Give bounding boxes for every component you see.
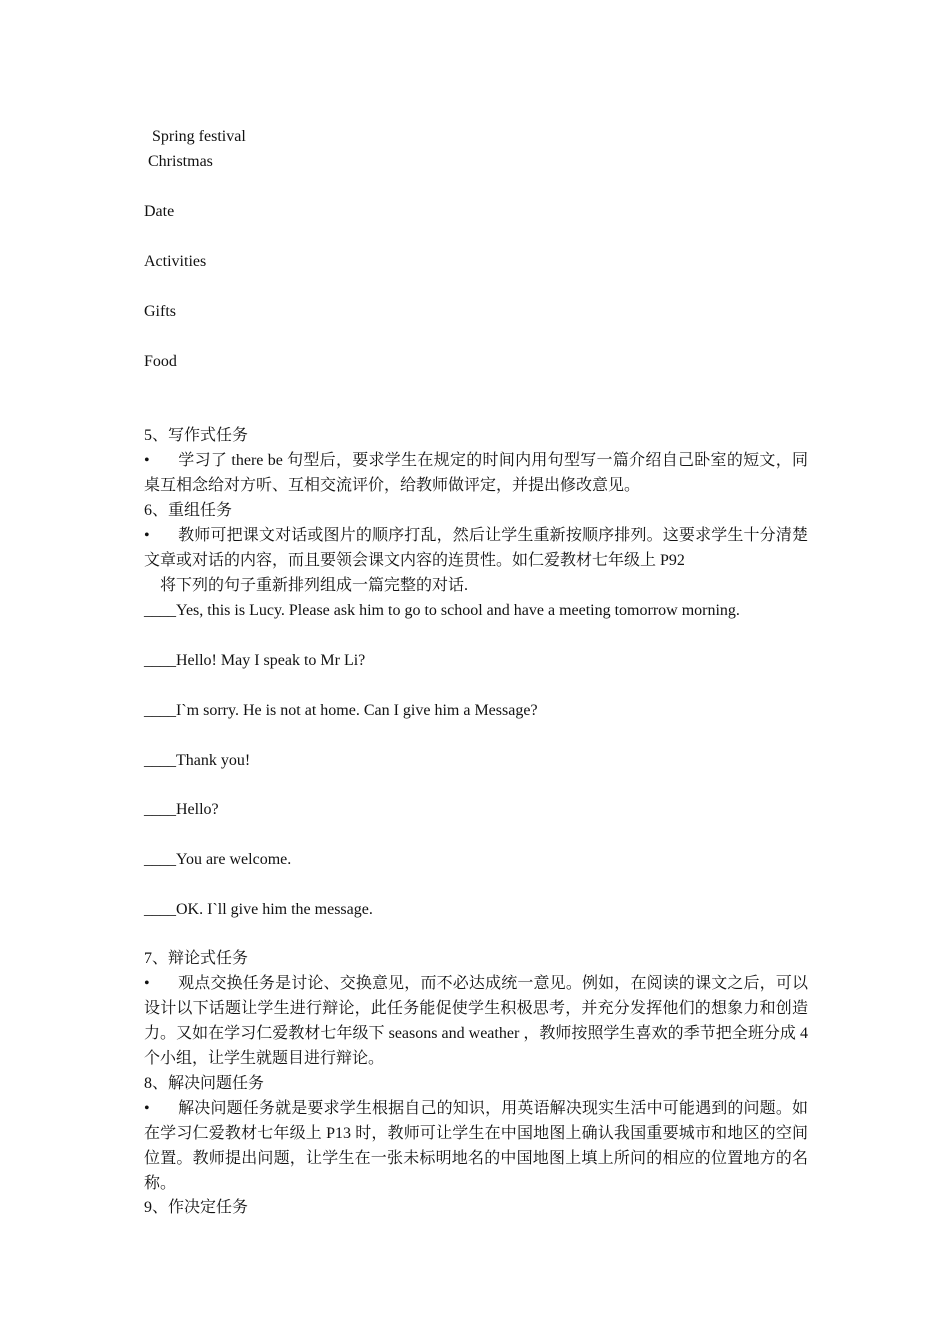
dialogue-line-3: ____I`m sorry. He is not at home. Can I give him a Message? — [144, 702, 538, 719]
table-row-label-food: Food — [144, 353, 177, 370]
section-5-heading: 5、写作式任务 — [144, 427, 249, 444]
section-8-text: 解决问题任务就是要求学生根据自己的知识，用英语解决现实生活中可能遇到的问题。如在学习仁爱教材七年级上 P13 时，教师可让学生在中国地图上确认我国重要城市和地区的空间位置。教师提出问题，让学生在一张未标明地名的中国地图上填上所问的相应的位置地方的名称。 — [144, 1100, 808, 1192]
section-8-heading: 8、解决问题任务 — [144, 1075, 265, 1092]
section-7-paragraph — [144, 971, 808, 1071]
dialogue-line-7: ____OK. I`ll give him the message. — [144, 901, 373, 918]
section-6-paragraph — [144, 523, 808, 573]
table-row-label-gifts: Gifts — [144, 303, 176, 320]
section-6-text: 教师可把课文对话或图片的顺序打乱，然后让学生重新按顺序排列。这要求学生十分清楚文章或对话的内容，而且要领会课文内容的连贯性。如仁爱教材七年级上 P92 — [144, 527, 808, 569]
bullet-marker: • — [144, 452, 150, 469]
table-row-label-date: Date — [144, 203, 175, 220]
section-6-instruction: 将下列的句子重新排列组成一篇完整的对话. — [160, 577, 469, 594]
section-5-paragraph — [144, 448, 808, 498]
section-5-text: 学习了 there be 句型后，要求学生在规定的时间内用句型写一篇介绍自己卧室的短文，同桌互相念给对方听、互相交流评价，给教师做评定，并提出修改意见。 — [144, 452, 808, 494]
bullet-marker: • — [144, 527, 150, 544]
section-7-text: 观点交换任务是讨论、交换意见，而不必达成统一意见。例如，在阅读的课文之后，可以设计以下话题让学生进行辩论，此任务能促使学生积极思考，并充分发挥他们的想象力和创造力。又如在学习仁爱教材七年级下 seasons and weather ，教师按照学生喜欢的季节把全班分成 4 个小组，让学生就题目进行辩论。 — [144, 975, 808, 1067]
section-6-heading: 6、重组任务 — [144, 502, 233, 519]
section-9-heading: 9、作决定任务 — [144, 1199, 249, 1216]
bullet-marker: • — [144, 1100, 150, 1117]
table-row-label-activities: Activities — [144, 253, 207, 270]
table-header-spring-festival: Spring festival — [152, 128, 246, 145]
bullet-marker: • — [144, 975, 150, 992]
dialogue-line-4: ____Thank you! — [144, 752, 251, 769]
dialogue-line-5: ____Hello? — [144, 801, 219, 818]
dialogue-line-1: ____Yes, this is Lucy. Please ask him to go to school and have a meeting tomorrow morning. — [144, 602, 740, 619]
section-8-paragraph — [144, 1096, 808, 1196]
table-header-christmas: Christmas — [148, 153, 213, 170]
section-7-heading: 7、辩论式任务 — [144, 950, 249, 967]
dialogue-line-2: ____Hello! May I speak to Mr Li? — [144, 652, 366, 669]
dialogue-line-6: ____You are welcome. — [144, 851, 292, 868]
